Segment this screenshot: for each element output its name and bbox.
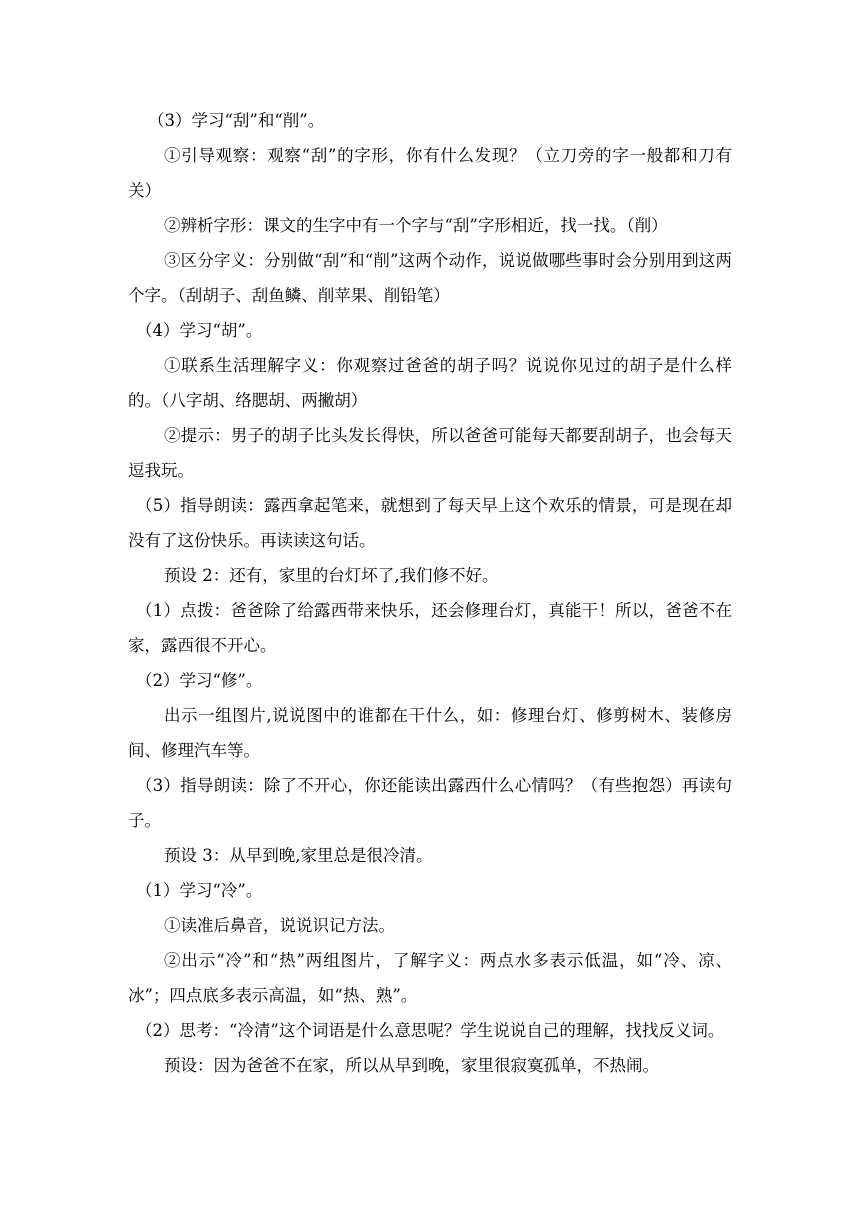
document-body [128, 103, 732, 1083]
paragraph: （3）指导朗读：除了不开心，你还能读出露西什么心情吗？（有些抱怨）再读句子。 [128, 776, 732, 830]
paragraph: （2）思考：“冷清”这个词语是什么意思呢？学生说说自己的理解，找找反义词。 [136, 1021, 725, 1040]
paragraph: （3）学习“刮”和“削”。 [148, 111, 325, 130]
paragraph: （1）学习“冷”。 [136, 881, 263, 900]
paragraph: 预设：因为爸爸不在家，所以从早到晚，家里很寂寞孤单，不热闹。 [164, 1056, 659, 1075]
paragraph: （4）学习“胡”。 [136, 321, 263, 340]
paragraph: ③区分字义：分别做“刮”和“削”这两个动作，说说做哪些事时会分别用到这两个字。（刮胡子、刮鱼鳞、削苹果、削铅笔） [128, 251, 732, 305]
paragraph: （2）学习“修”。 [136, 671, 263, 690]
paragraph: ①读准后鼻音，说说识记方法。 [164, 916, 395, 935]
paragraph: （5）指导朗读：露西拿起笔来，就想到了每天早上这个欢乐的情景，可是现在却没有了这份快乐。再读读这句话。 [128, 496, 732, 550]
paragraph: ①联系生活理解字义：你观察过爸爸的胡子吗？说说你见过的胡子是什么样的。（八字胡、络腮胡、两撇胡） [128, 356, 732, 410]
paragraph: ②辨析字形：课文的生字中有一个字与“刮”字形相近，找一找。（削） [164, 216, 668, 235]
paragraph: ②出示“冷”和“热”两组图片，了解字义：两点水多表示低温，如“冷、凉、冰”；四点底多表示高温，如“热、熟”。 [128, 951, 732, 1005]
paragraph: （1）点拨：爸爸除了给露西带来快乐，还会修理台灯，真能干！所以，爸爸不在家，露西很不开心。 [128, 601, 732, 655]
paragraph: 预设 3：从早到晚,家里总是很冷清。 [164, 846, 433, 865]
paragraph: 出示一组图片,说说图中的谁都在干什么，如：修理台灯、修剪树木、装修房间、修理汽车等。 [128, 706, 732, 760]
paragraph: 预设 2：还有，家里的台灯坏了,我们修不好。 [164, 566, 499, 585]
paragraph: ②提示：男子的胡子比头发长得快，所以爸爸可能每天都要刮胡子，也会每天逗我玩。 [128, 426, 732, 480]
paragraph: ①引导观察：观察“刮”的字形，你有什么发现？（立刀旁的字一般都和刀有关） [128, 146, 732, 200]
